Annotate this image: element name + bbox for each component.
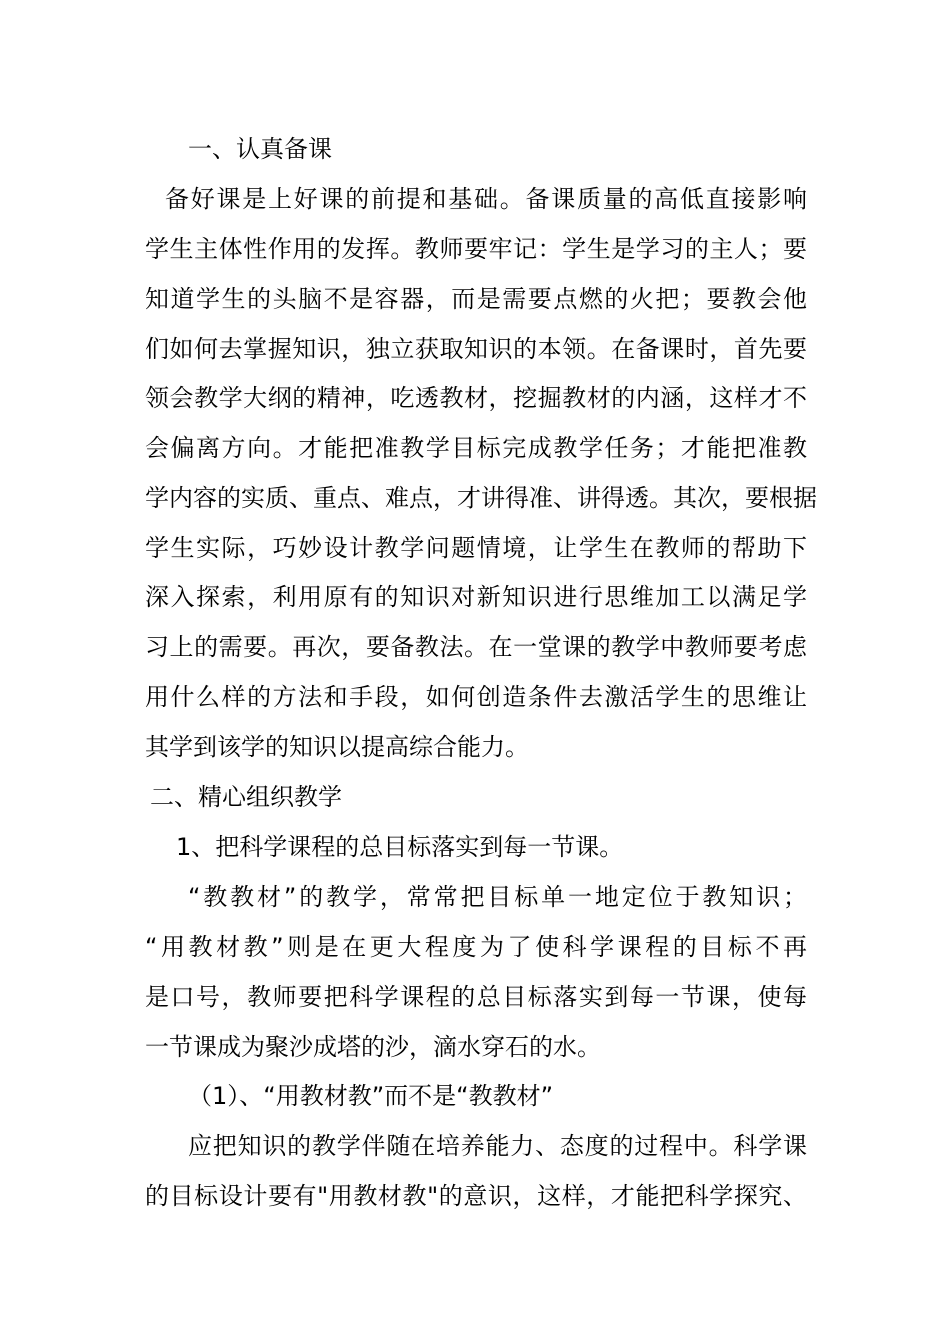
section-heading-1: 一、认真备课 <box>188 135 332 163</box>
paragraph-1-line-1: 备好课是上好课的前提和基础。备课质量的高低直接影响 <box>165 185 807 213</box>
paragraph-2-line-2: “用教材教”则是在更大程度为了使科学课程的目标不再 <box>145 933 807 961</box>
section-heading-2: 二、精心组织教学 <box>150 783 342 811</box>
paragraph-1-line-5: 领会教学大纲的精神，吃透教材，挖掘教材的内涵，这样才不 <box>145 384 807 412</box>
paragraph-2-line-4: 一节课成为聚沙成塔的沙，滴水穿石的水。 <box>145 1033 601 1061</box>
paragraph-1-line-10: 习上的需要。再次，要备教法。在一堂课的教学中教师要考虑 <box>145 633 807 661</box>
paragraph-1-line-4: 们如何去掌握知识，独立获取知识的本领。在备课时，首先要 <box>145 335 807 363</box>
paragraph-1-line-6: 会偏离方向。才能把准教学目标完成教学任务；才能把准教 <box>145 434 807 462</box>
paragraph-3-line-1: 应把知识的教学伴随在培养能力、态度的过程中。科学课 <box>188 1132 807 1160</box>
paragraph-1-line-2: 学生主体性作用的发挥。教师要牢记：学生是学习的主人；要 <box>145 235 807 263</box>
paragraph-1-line-11: 用什么样的方法和手段，如何创造条件去激活学生的思维让 <box>145 683 807 711</box>
paragraph-1-line-12: 其学到该学的知识以提高综合能力。 <box>145 733 529 761</box>
paragraph-1-line-8: 学生实际，巧妙设计教学问题情境，让学生在教师的帮助下 <box>145 534 807 562</box>
list-item-1: 1、把科学课程的总目标落实到每一节课。 <box>176 833 624 861</box>
paragraph-1-line-7: 学内容的实质、重点、难点，才讲得准、讲得透。其次，要根据 <box>145 484 817 512</box>
sub-item-1: （1）、“用教材教”而不是“教教材” <box>188 1082 554 1110</box>
paragraph-2-line-1: “教教材”的教学，常常把目标单一地定位于教知识； <box>188 883 807 911</box>
paragraph-3-line-2: 的目标设计要有"用教材教"的意识，这样，才能把科学探究、 <box>145 1182 807 1210</box>
paragraph-1-line-9: 深入探索，利用原有的知识对新知识进行思维加工以满足学 <box>145 583 807 611</box>
paragraph-1-line-3: 知道学生的头脑不是容器，而是需要点燃的火把；要教会他 <box>145 285 807 313</box>
paragraph-2-line-3: 是口号，教师要把科学课程的总目标落实到每一节课，使每 <box>145 983 807 1011</box>
